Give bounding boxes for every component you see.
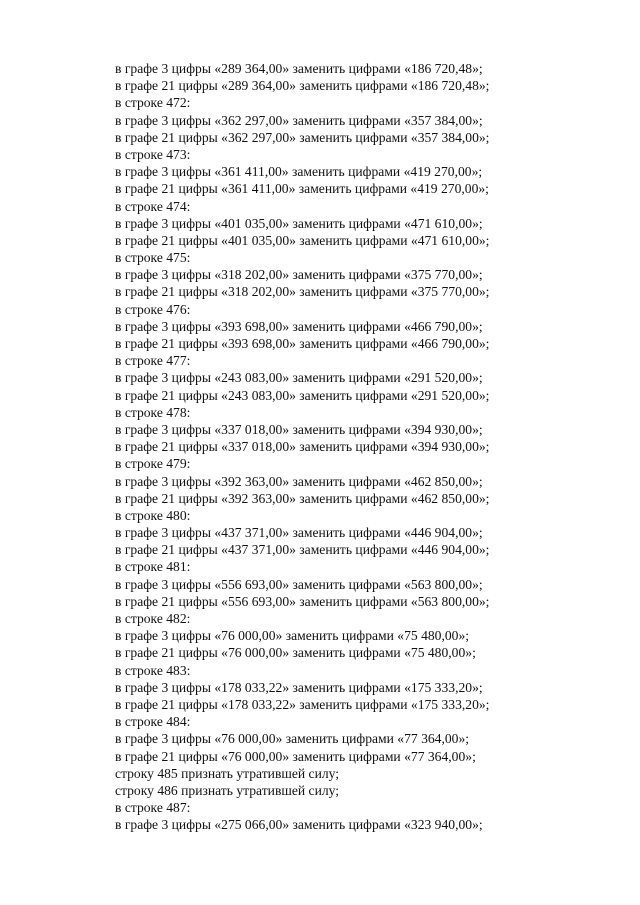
document-line: в графе 3 цифры «393 698,00» заменить цифрами «466 790,00»; — [115, 318, 483, 334]
document-line: в графе 21 цифры «289 364,00» заменить цифрами «186 720,48»; — [115, 78, 490, 94]
document-line: в графе 21 цифры «393 698,00» заменить цифрами «466 790,00»; — [115, 336, 490, 351]
document-line: в строке 473: — [115, 146, 191, 162]
document-line: в графе 3 цифры «556 693,00» заменить цифрами «563 800,00»; — [115, 576, 483, 592]
document-line: в графе 3 цифры «392 363,00» заменить цифрами «462 850,00»; — [115, 473, 483, 489]
document-line: в графе 3 цифры «401 035,00» заменить цифрами «471 610,00»; — [115, 215, 483, 231]
document-line: в строке 472: — [115, 95, 191, 111]
document-line: в графе 3 цифры «362 297,00» заменить цифрами «357 384,00»; — [115, 112, 483, 128]
document-line: в графе 3 цифры «361 411,00» заменить цифрами «419 270,00»; — [115, 164, 483, 180]
document-line: в строке 474: — [115, 198, 191, 214]
document-line: в строке 481: — [115, 559, 191, 575]
document-line: в графе 3 цифры «337 018,00» заменить цифрами «394 930,00»; — [115, 421, 483, 437]
document-line: в графе 21 цифры «76 000,00» заменить цифрами «75 480,00»; — [115, 645, 476, 661]
document-line: в строке 480: — [115, 507, 191, 523]
document-line: в графе 21 цифры «362 297,00» заменить цифрами «357 384,00»; — [115, 129, 490, 145]
document-line: в графе 21 цифры «76 000,00» заменить цифрами «77 364,00»; — [115, 748, 476, 764]
document-line: в графе 21 цифры «337 018,00» заменить цифрами «394 930,00»; — [115, 439, 490, 455]
document-line: в графе 21 цифры «437 371,00» заменить цифрами «446 904,00»; — [115, 542, 490, 558]
document-line: в графе 3 цифры «178 033,22» заменить цифрами «175 333,20»; — [115, 679, 483, 695]
document-line: строку 486 признать утратившей силу; — [115, 782, 340, 798]
document-line: в строке 483: — [115, 662, 191, 678]
document-line: в графе 3 цифры «76 000,00» заменить цифрами «75 480,00»; — [115, 628, 470, 644]
document-line: в строке 487: — [115, 800, 191, 816]
document-line: в строке 475: — [115, 250, 191, 266]
document-line: в графе 21 цифры «243 083,00» заменить цифрами «291 520,00»; — [115, 387, 490, 403]
document-body — [115, 60, 615, 833]
document-line: в графе 3 цифры «275 066,00» заменить цифрами «323 940,00»; — [115, 817, 483, 833]
document-line: в графе 21 цифры «401 035,00» заменить цифрами «471 610,00»; — [115, 232, 490, 248]
document-line: в графе 3 цифры «243 083,00» заменить цифрами «291 520,00»; — [115, 370, 483, 386]
document-line: в строке 478: — [115, 404, 191, 420]
document-line: в строке 476: — [115, 301, 191, 317]
document-line: в строке 477: — [115, 353, 191, 369]
document-line: в строке 482: — [115, 611, 191, 626]
document-line: в строке 484: — [115, 714, 191, 730]
document-line: в графе 3 цифры «289 364,00» заменить цифрами «186 720,48»; — [115, 61, 483, 76]
document-line: строку 485 признать утратившей силу; — [115, 765, 340, 781]
document-line: в графе 3 цифры «318 202,00» заменить цифрами «375 770,00»; — [115, 267, 483, 283]
document-line: в графе 3 цифры «76 000,00» заменить цифрами «77 364,00»; — [115, 731, 470, 747]
document-line: в графе 21 цифры «178 033,22» заменить цифрами «175 333,20»; — [115, 696, 490, 712]
document-line: в строке 479: — [115, 456, 191, 472]
document-line: в графе 21 цифры «318 202,00» заменить цифрами «375 770,00»; — [115, 284, 490, 300]
document-line: в графе 21 цифры «361 411,00» заменить цифрами «419 270,00»; — [115, 181, 489, 197]
document-line: в графе 21 цифры «556 693,00» заменить цифрами «563 800,00»; — [115, 593, 490, 609]
document-line: в графе 3 цифры «437 371,00» заменить цифрами «446 904,00»; — [115, 525, 483, 541]
document-line: в графе 21 цифры «392 363,00» заменить цифрами «462 850,00»; — [115, 490, 490, 506]
